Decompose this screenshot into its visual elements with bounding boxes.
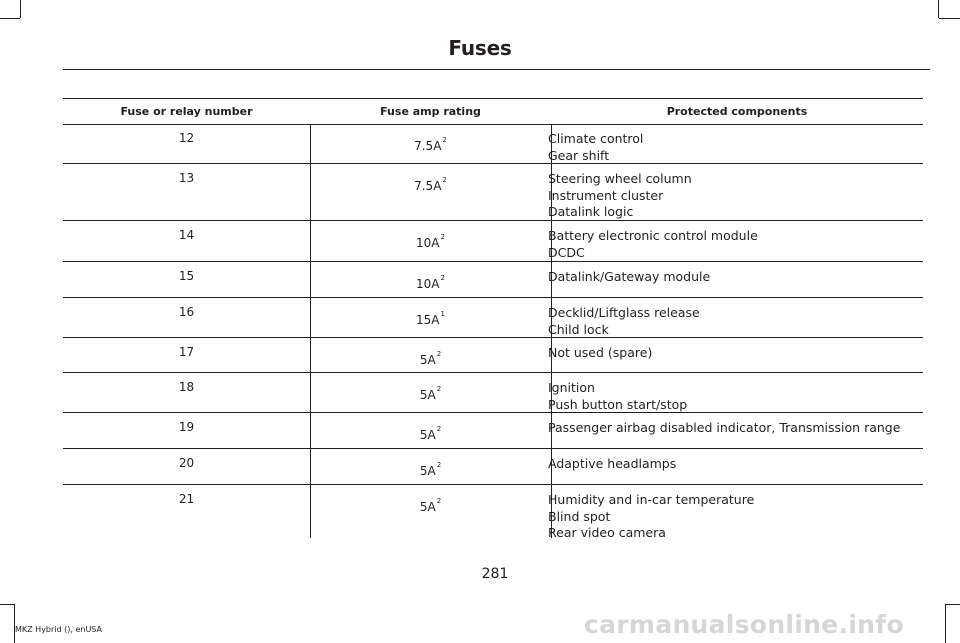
footnote-mark: 2 <box>436 497 442 505</box>
fuse-number: 18 <box>178 380 195 394</box>
fuse-number: 19 <box>178 420 195 434</box>
crop-mark <box>20 0 21 18</box>
protected-components <box>548 305 920 338</box>
component-line: Adaptive headlamps <box>548 456 677 471</box>
fuse-number: 21 <box>178 492 195 506</box>
table-row <box>63 373 923 413</box>
table-row <box>63 298 923 338</box>
table-row <box>63 413 923 449</box>
component-line: Datalink logic <box>548 204 634 219</box>
table-row <box>63 124 923 164</box>
footnote-mark: 2 <box>436 385 442 393</box>
crop-mark <box>14 604 15 643</box>
component-line: DCDC <box>548 244 585 260</box>
crop-mark <box>938 0 939 18</box>
crop-mark <box>946 604 960 605</box>
protected-components <box>548 380 920 413</box>
amp-rating <box>310 136 551 153</box>
page-number: 281 <box>481 566 509 582</box>
protected-components <box>548 345 920 362</box>
amp-rating <box>310 350 551 367</box>
page-title: Fuses <box>448 36 512 60</box>
amp-rating <box>310 385 551 402</box>
fuse-number: 15 <box>178 269 195 283</box>
table-row <box>63 262 923 298</box>
component-line: Steering wheel column <box>548 171 692 186</box>
component-line: Gear shift <box>548 147 610 163</box>
column-header-number: Fuse or relay number <box>120 105 253 118</box>
fuse-number: 17 <box>178 345 195 359</box>
fuse-number: 20 <box>178 456 195 470</box>
protected-components <box>548 420 920 437</box>
footnote-mark: 2 <box>442 176 447 184</box>
protected-components <box>548 171 920 221</box>
component-line: Decklid/Liftglass release <box>548 305 700 320</box>
component-line: Climate control <box>548 131 644 146</box>
amp-value: 15A <box>416 313 440 327</box>
amp-value: 5A <box>419 388 436 402</box>
table-row <box>63 485 923 538</box>
footnote-mark: 2 <box>436 461 442 469</box>
footer-document-id: MKZ Hybrid (), enUSA <box>15 625 103 634</box>
column-header-amp: Fuse amp rating <box>380 105 481 118</box>
component-line: Battery electronic control module <box>548 228 758 243</box>
protected-components <box>548 228 920 261</box>
component-line: Blind spot <box>548 508 611 524</box>
protected-components <box>548 131 920 164</box>
protected-components <box>548 269 920 286</box>
watermark: carmanualsonline.info <box>584 610 904 639</box>
crop-mark <box>0 18 20 19</box>
amp-value: 5A <box>419 464 436 478</box>
component-line: Not used (spare) <box>548 345 653 360</box>
protected-components <box>548 492 920 542</box>
component-line: Datalink/Gateway module <box>548 269 711 284</box>
amp-value: 5A <box>419 428 436 442</box>
amp-value: 10A <box>416 236 440 250</box>
component-line: Rear video camera <box>548 525 666 540</box>
amp-rating <box>310 310 551 327</box>
footnote-mark: 2 <box>436 425 442 433</box>
protected-components <box>548 456 920 473</box>
amp-value: 7.5A <box>414 139 442 153</box>
table-row <box>63 338 923 373</box>
amp-value: 5A <box>419 353 436 367</box>
table-row <box>63 164 923 221</box>
crop-mark <box>0 604 14 605</box>
amp-rating <box>310 425 551 442</box>
component-line: Ignition <box>548 380 595 395</box>
footnote-mark: 2 <box>436 350 442 358</box>
fuse-number: 13 <box>178 171 195 185</box>
table-row <box>63 449 923 485</box>
table-row <box>63 221 923 262</box>
amp-value: 10A <box>416 277 440 291</box>
component-line: Passenger airbag disabled indicator, Transmission range <box>548 420 901 435</box>
amp-rating <box>310 274 551 291</box>
crop-mark <box>939 18 960 19</box>
component-line: Humidity and in-car temperature <box>548 492 755 507</box>
component-line: Instrument cluster <box>548 187 664 203</box>
fuse-number: 12 <box>178 131 195 145</box>
header-divider <box>63 69 930 70</box>
footnote-mark: 1 <box>440 310 445 318</box>
column-header-components: Protected components <box>666 105 808 118</box>
amp-value: 7.5A <box>414 179 442 193</box>
amp-rating <box>310 461 551 478</box>
table-top-border <box>63 98 923 99</box>
component-line: Push button start/stop <box>548 396 688 412</box>
fuse-number: 16 <box>178 305 195 319</box>
amp-value: 5A <box>419 500 436 514</box>
footnote-mark: 2 <box>440 274 445 282</box>
amp-rating <box>310 176 551 193</box>
amp-rating <box>310 233 551 250</box>
footnote-mark: 2 <box>442 136 447 144</box>
fuse-number: 14 <box>178 228 195 242</box>
footnote-mark: 2 <box>440 233 445 241</box>
crop-mark <box>945 604 946 643</box>
component-line: Child lock <box>548 321 609 337</box>
amp-rating <box>310 497 551 514</box>
